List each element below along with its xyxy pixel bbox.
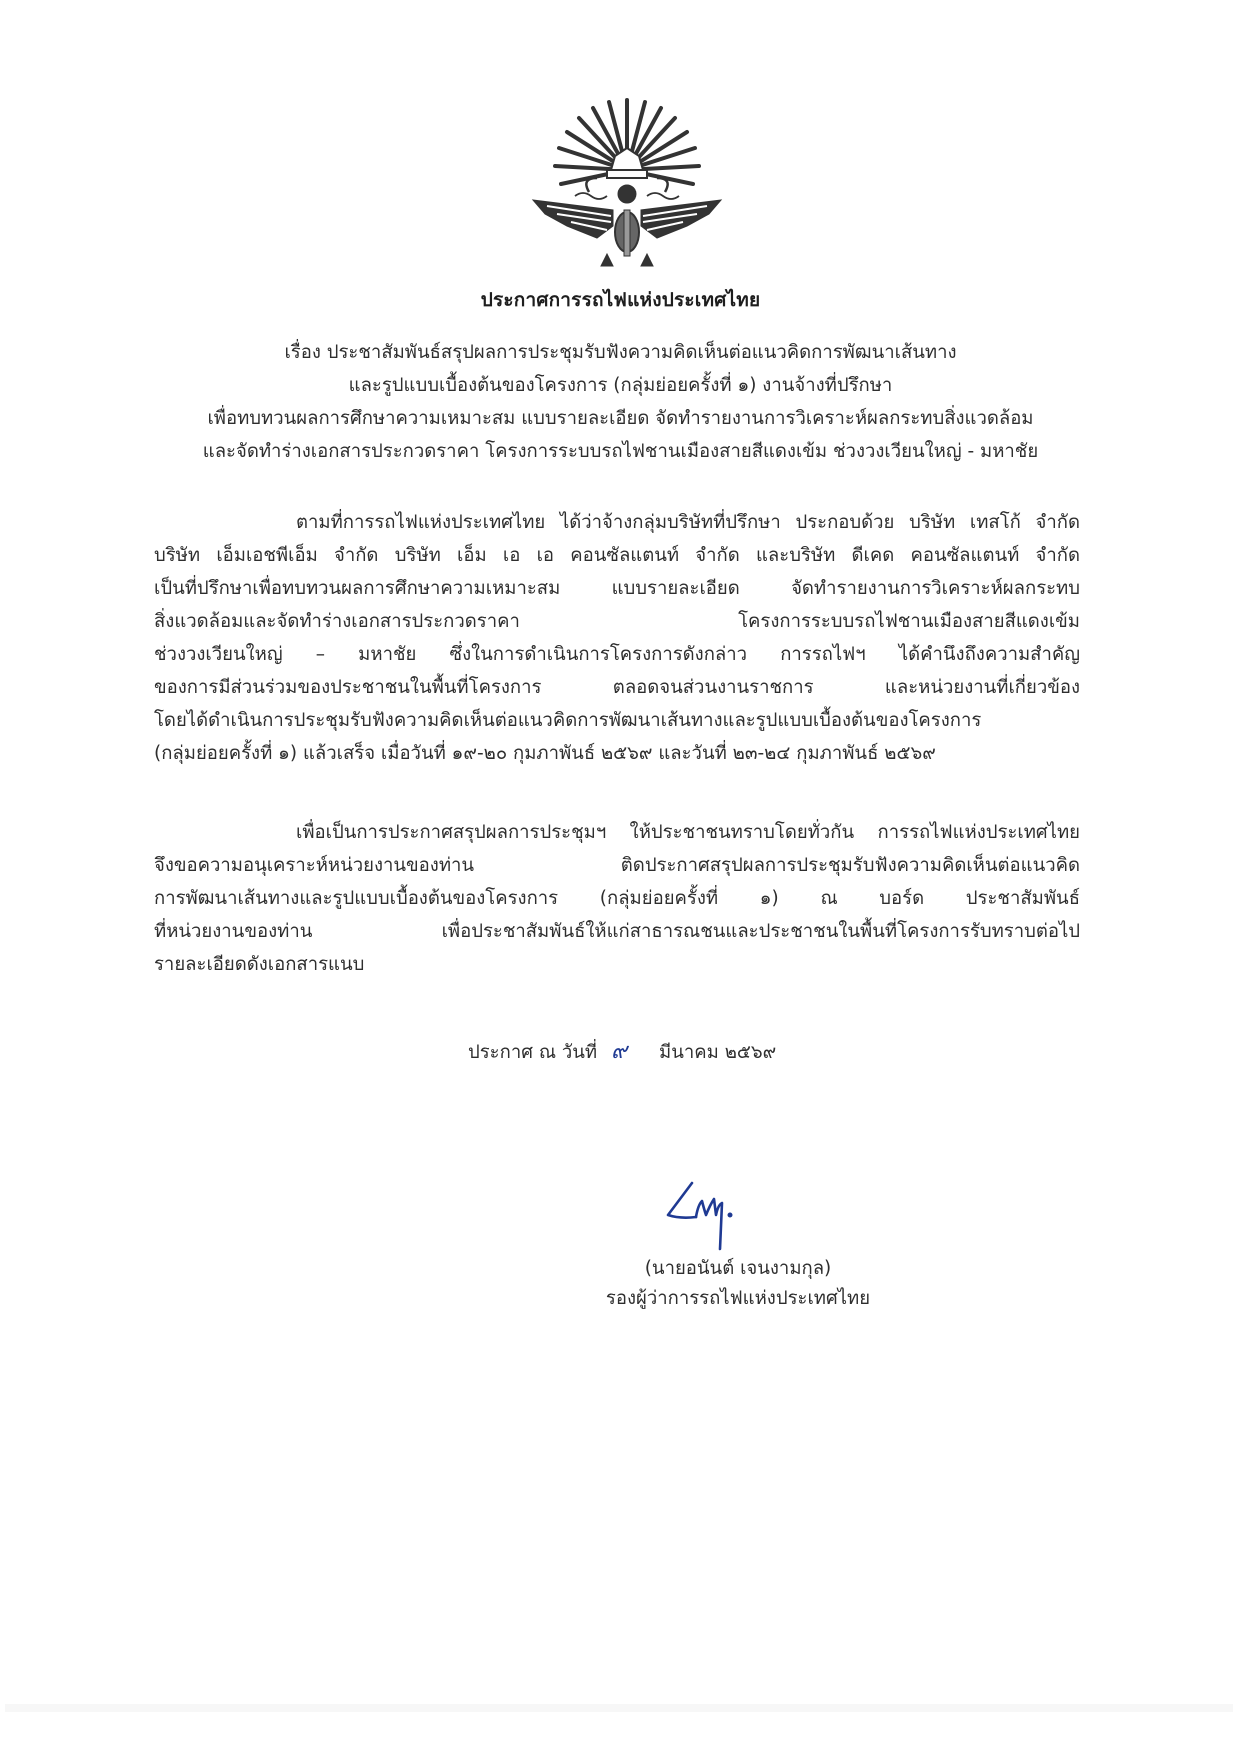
body-line: ช่วงวงเวียนใหญ่ – มหาชัย ซึ่งในการดำเนินการโครงการดังกล่าว การรถไฟฯ ได้คำนึงถึงความสำคัญ (154, 644, 1080, 665)
body-line: สิ่งแวดล้อมและจัดทำร่างเอกสารประกวดราคา โครงการระบบรถไฟชานเมืองสายสีแดงเข้ม (154, 611, 1080, 632)
body-line: เพื่อเป็นการประกาศสรุปผลการประชุมฯ ให้ประชาชนทราบโดยทั่วกัน การรถไฟแห่งประเทศไทย (296, 822, 1080, 843)
date-prefix: ประกาศ ณ วันที่ (468, 1042, 598, 1063)
body-line: โดยได้ดำเนินการประชุมรับฟังความคิดเห็นต่อแนวคิดการพัฒนาเส้นทางและรูปแบบเบื้องต้นของโครงการ (154, 710, 982, 731)
body-line: บริษัท เอ็มเอชพีเอ็ม จำกัด บริษัท เอ็ม เอ เอ คอนซัลแตนท์ จำกัด และบริษัท ดีเคด คอนซัลแตนท์ จำกัด (154, 545, 1080, 566)
signature-icon (660, 1175, 770, 1253)
subject-line: เรื่อง ประชาสัมพันธ์สรุปผลการประชุมรับฟังความคิดเห็นต่อแนวคิดการพัฒนาเส้นทาง (284, 342, 957, 363)
body-line: ที่หน่วยงานของท่าน เพื่อประชาสัมพันธ์ให้แก่สาธารณชนและประชาชนในพื้นที่โครงการรับทราบต่อไป (154, 921, 1080, 942)
body-line: การพัฒนาเส้นทางและรูปแบบเบื้องต้นของโครงการ (กลุ่มย่อยครั้งที่ ๑) ณ บอร์ด ประชาสัมพันธ์ (154, 888, 1080, 909)
railway-emblem-icon (527, 92, 727, 270)
subject-line: เพื่อทบทวนผลการศึกษาความเหมาะสม แบบรายละเอียด จัดทำรายงานการวิเคราะห์ผลกระทบสิ่งแวดล้อม (207, 408, 1034, 429)
body-line: รายละเอียดดังเอกสารแนบ (154, 954, 365, 975)
body-line: เป็นที่ปรึกษาเพื่อทบทวนผลการศึกษาความเหมาะสม แบบรายละเอียด จัดทำรายงานการวิเคราะห์ผลกระทบ (154, 578, 1080, 599)
document-title: ประกาศการรถไฟแห่งประเทศไทย (480, 289, 761, 311)
subject-line: และรูปแบบเบื้องต้นของโครงการ (กลุ่มย่อยครั้งที่ ๑) งานจ้างที่ปรึกษา (348, 375, 893, 396)
body-line: ตามที่การรถไฟแห่งประเทศไทย ได้ว่าจ้างกลุ่มบริษัทที่ปรึกษา ประกอบด้วย บริษัท เทสโก้ จำกัด (296, 512, 1080, 533)
body-line: จึงขอความอนุเคราะห์หน่วยงานของท่าน ติดประกาศสรุปผลการประชุมรับฟังความคิดเห็นต่อแนวคิด (154, 855, 1080, 876)
announcement-date (468, 1033, 776, 1068)
signatory-position: รองผู้ว่าการรถไฟแห่งประเทศไทย (605, 1288, 871, 1309)
signatory-name: (นายอนันต์ เจนงามกุล) (644, 1258, 832, 1279)
body-line: (กลุ่มย่อยครั้งที่ ๑) แล้วเสร็จ เมื่อวันที่ ๑๙-๒๐ กุมภาพันธ์ ๒๕๖๙ และวันที่ ๒๓-๒๔ กุมภาพันธ์ ๒๕๖๙ (154, 743, 936, 764)
scan-edge-artifact (5, 1704, 1233, 1712)
body-line: ของการมีส่วนร่วมของประชาชนในพื้นที่โครงการ ตลอดจนส่วนงานราชการ และหน่วยงานที่เกี่ยวข้อง (154, 677, 1080, 698)
subject-line: และจัดทำร่างเอกสารประกวดราคา โครงการระบบรถไฟชานเมืองสายสีแดงเข้ม ช่วงวงเวียนใหญ่ - มหาชัย (202, 441, 1039, 462)
date-month-year: มีนาคม ๒๕๖๙ (659, 1042, 777, 1063)
handwritten-day: ๙ (611, 1039, 628, 1064)
